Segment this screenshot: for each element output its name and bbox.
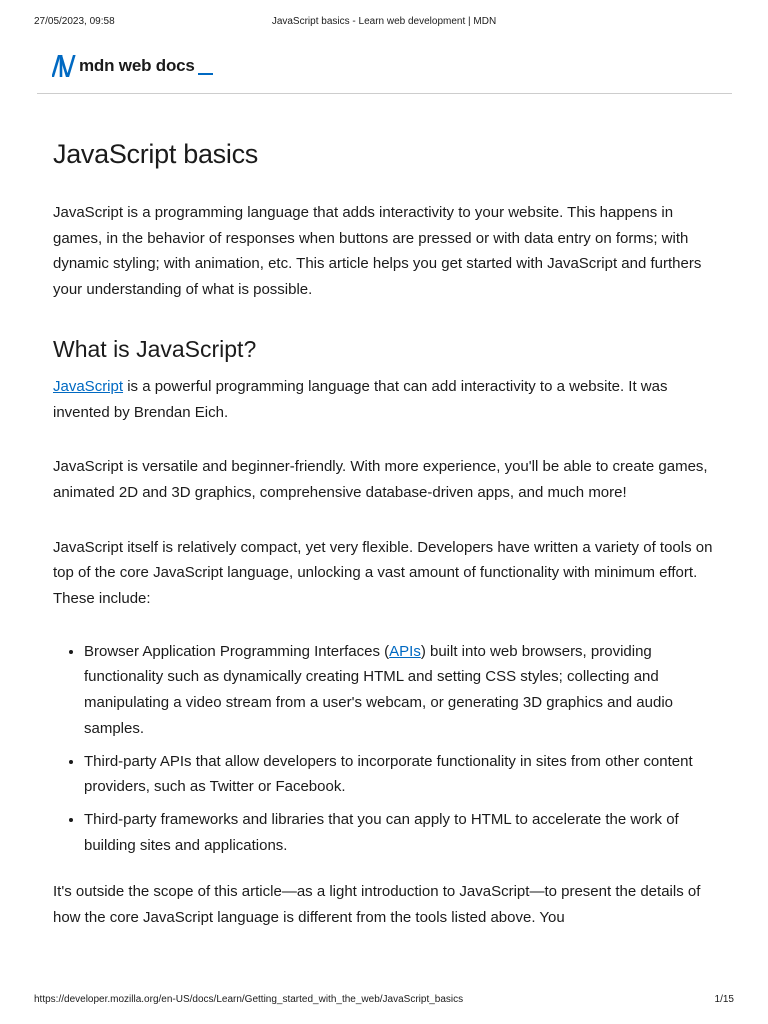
article-content <box>53 134 718 960</box>
section-heading: What is JavaScript? <box>53 335 257 362</box>
list-item: • Third-party frameworks and libraries that you can apply to HTML to accelerate the work of building sites and applications. <box>84 807 718 858</box>
site-header <box>52 52 213 80</box>
list-item-text: ) built into web browsers, providing functionality such as dynamically creating HTML and setting CSS styles; collecting and manipulating a video stream from a user's webcam, or generating 3D graphics and audio samples. <box>84 642 674 737</box>
logo-cursor <box>198 73 213 75</box>
list-item: • Third-party APIs that allow developers to incorporate functionality in sites from other content providers, such as Twitter or Facebook. <box>84 749 718 800</box>
paragraph-versatile: JavaScript is versatile and beginner-friendly. With more experience, you'll be able to create games, animated 2D and 3D graphics, comprehensive database-driven apps, and much more! <box>53 458 708 501</box>
paragraph-compact: JavaScript itself is relatively compact, yet very flexible. Developers have written a variety of tools on top of the core JavaScript language, unlocking a vast amount of functionality with minimum effort. These include: <box>53 538 713 608</box>
print-footer <box>0 994 768 1008</box>
print-header <box>0 16 768 30</box>
print-date: 27/05/2023, 09:58 <box>34 16 115 27</box>
header-divider <box>37 93 732 94</box>
logo-text: mdn web docs <box>79 56 195 75</box>
paragraph-javascript-definition <box>53 374 718 425</box>
paragraph-scope: It's outside the scope of this article—as a light introduction to JavaScript—to present the details of how the core JavaScript language is different from the tools listed above. You <box>53 883 701 927</box>
javascript-link[interactable]: JavaScript <box>53 377 124 395</box>
list-item <box>84 639 718 742</box>
paragraph-text: is a powerful programming language that can add interactivity to a website. It was invented by Brendan Eich. <box>53 377 668 421</box>
apis-link[interactable]: APIs <box>389 642 421 660</box>
list-item-text: Browser Application Programming Interfaces ( <box>84 642 390 660</box>
mdn-logo-icon <box>52 55 76 77</box>
print-url: https://developer.mozilla.org/en-US/docs/Learn/Getting_started_with_the_web/JavaScript_basics <box>34 994 464 1005</box>
mdn-logo-link[interactable] <box>52 55 213 77</box>
print-page-number: 1/15 <box>714 994 734 1005</box>
feature-list <box>53 639 718 859</box>
print-page-title: JavaScript basics - Learn web development | MDN <box>271 16 497 27</box>
page-title: JavaScript basics <box>53 139 258 169</box>
intro-paragraph: JavaScript is a programming language that adds interactivity to your website. This happens in games, in the behavior of responses when buttons are pressed or with data entry on forms; with dynamic styling; with animation, etc. This article helps you get started with JavaScript and furthers your understanding of what is possible. <box>53 204 702 299</box>
